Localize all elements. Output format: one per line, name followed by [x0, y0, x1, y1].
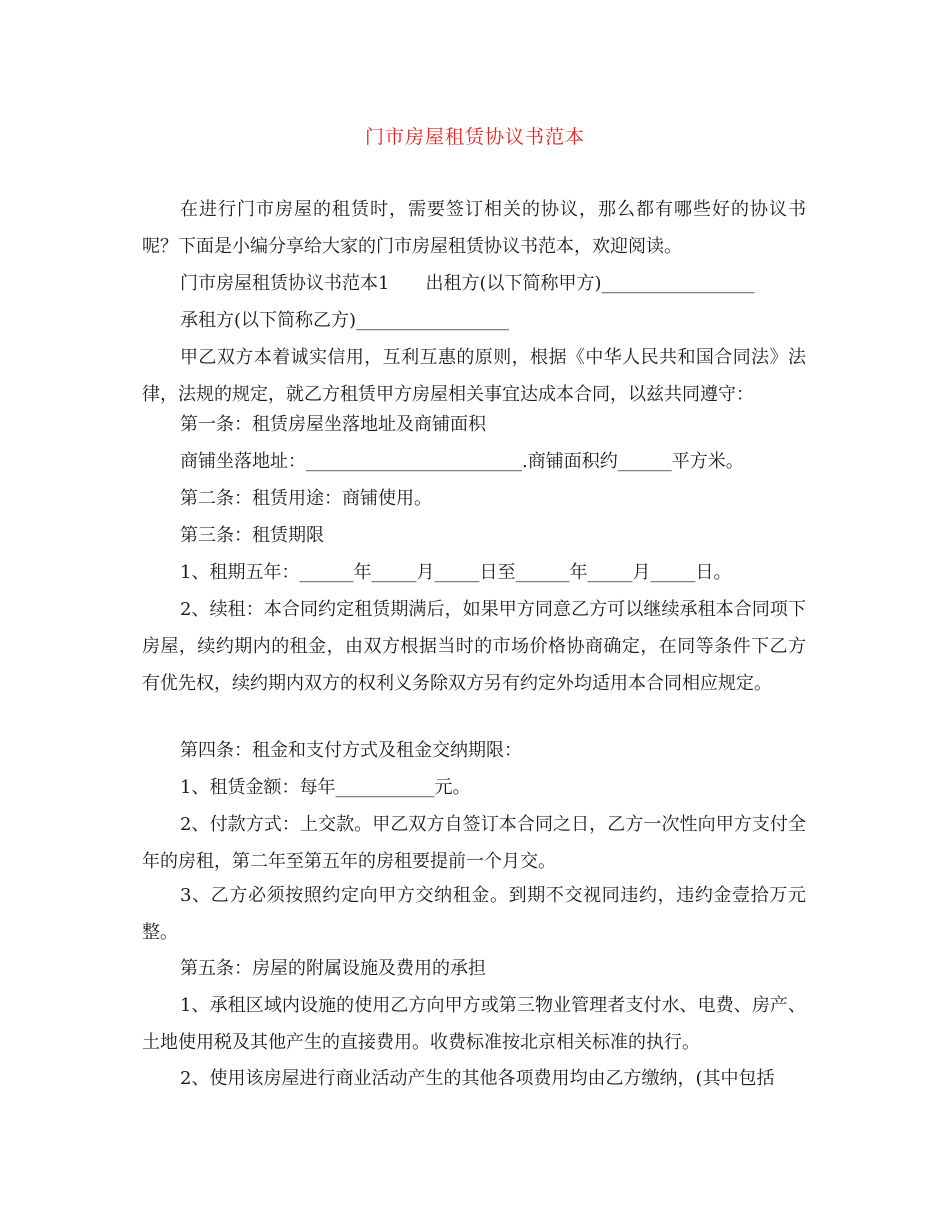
paragraph-lessee: 承租方(以下简称乙方)_________________: [180, 310, 510, 331]
document-title: 门市房屋租赁协议书范本: [364, 126, 585, 148]
paragraph-intro: 在进行门市房屋的租赁时，需要签订相关的协议，那么都有哪些好的协议书呢？下面是小编分享给大家的门市房屋租赁协议书范本，欢迎阅读。: [142, 199, 806, 257]
paragraph-principle: 甲乙双方本着诚实信用，互利互惠的原则，根据《中华人民共和国合同法》法律，法规的规定，就乙方租赁甲方房屋相关事宜达成本合同，以兹共同遵守：: [142, 347, 806, 405]
paragraph-other-fees: 2、使用该房屋进行商业活动产生的其他各项费用均由乙方缴纳，(其中包括: [180, 1068, 775, 1089]
paragraph-rent-amount: 1、租赁金额：每年___________元。: [180, 777, 471, 798]
paragraph-term: 1、租期五年：______年_____月_____日至______年_____月_____日。: [180, 562, 732, 583]
paragraph-article-3: 第三条：租赁期限: [180, 525, 324, 546]
paragraph-article-4: 第四条：租金和支付方式及租金交纳期限：: [180, 740, 522, 761]
paragraph-lessor: 门市房屋租赁协议书范本1 出租方(以下简称甲方)_________________: [180, 273, 755, 294]
paragraph-breach: 3、乙方必须按照约定向甲方交纳租金。到期不交视同违约，违约金壹拾万元整。: [142, 885, 806, 943]
paragraph-renewal: 2、续租：本合同约定租赁期满后，如果甲方同意乙方可以继续承租本合同项下房屋，续约期内的租金，由双方根据当时的市场价格协商确定，在同等条件下乙方有优先权，续约期内双方的权利义务除双方另有约定外均适用本合同相应规定。: [142, 599, 806, 694]
paragraph-article-2: 第二条：租赁用途：商铺使用。: [180, 488, 432, 509]
paragraph-address: 商铺坐落地址：________________________.商铺面积约______平方米。: [180, 451, 744, 472]
paragraph-utilities: 1、承租区域内设施的使用乙方向甲方或第三物业管理者支付水、电费、房产、土地使用税及其他产生的直接费用。收费标准按北京相关标准的执行。: [142, 995, 806, 1053]
paragraph-payment: 2、付款方式：上交款。甲乙双方自签订本合同之日，乙方一次性向甲方支付全年的房租，第二年至第五年的房租要提前一个月交。: [142, 814, 806, 872]
paragraph-article-5: 第五条：房屋的附属设施及费用的承担: [180, 958, 486, 979]
paragraph-article-1: 第一条：租赁房屋坐落地址及商铺面积: [180, 414, 486, 435]
